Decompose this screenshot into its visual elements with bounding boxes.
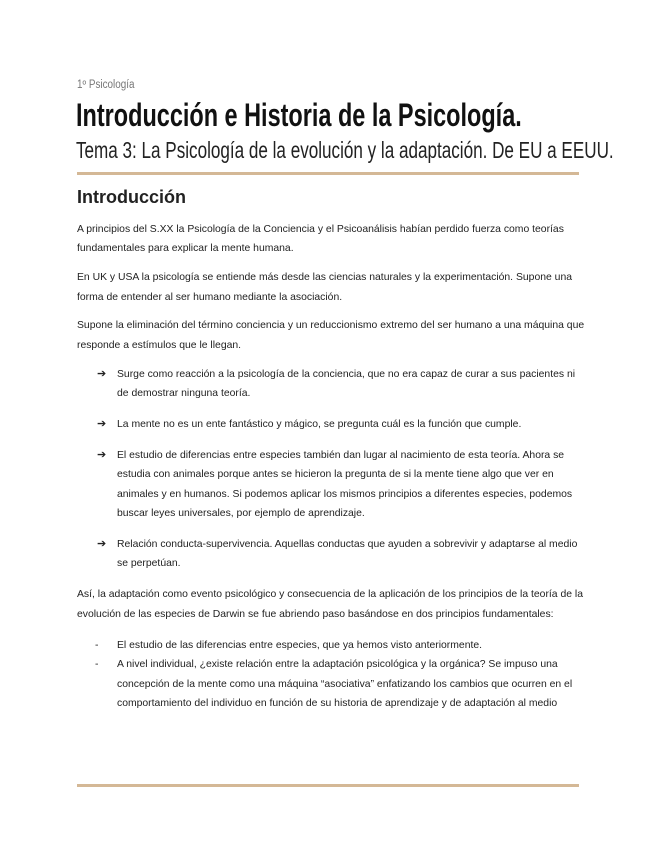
list-item-text: Relación conducta-supervivencia. Aquellas conductas que ayuden a sobrevivir y adaptarse al medio se perpetúan. <box>117 539 578 570</box>
arrow-right-icon: ➔ <box>97 418 107 431</box>
list-item <box>77 636 585 655</box>
list-item <box>77 655 585 713</box>
list-item-text: El estudio de las diferencias entre especies, que ya hemos visto anteriormente. <box>117 640 483 652</box>
dash-bullet-list <box>77 636 585 714</box>
course-label: 1º Psicología <box>77 79 135 91</box>
paragraph: En UK y USA la psicología se entiende más desde las ciencias naturales y la experimentación. Supone una forma de entender al ser humano mediante la asociación. <box>77 272 573 303</box>
list-item-text: A nivel individual, ¿existe relación entre la adaptación psicológica y la orgánica? Se impuso una concepción de la mente como una máquina “asociativa” enfatizando los cambios que ocurren en el comportamiento del individuo en función de su historia de aprendizaje y de adaptación al medio <box>117 659 573 710</box>
paragraph: Así, la adaptación como evento psicológico y consecuencia de la aplicación de los principios de la teoría de la evolución de las especies de Darwin se fue abriendo paso basándose en dos principios fundamentales: <box>77 589 583 620</box>
list-item-text: El estudio de diferencias entre especies también dan lugar al nacimiento de esta teoría. Ahora se estudia con animales porque antes se hicieron la pregunta de si la mente tiene algo que ver en animales y en humanos. Si podemos aplicar los mismos principios a diferentes especies, podemos buscar leyes universales, por ejemplo de aprendizaje. <box>117 450 573 520</box>
arrow-right-icon: ➔ <box>97 538 107 551</box>
list-item-text: La mente no es un ente fantástico y mágico, se pregunta cuál es la función que cumple. <box>117 419 522 431</box>
arrow-bullet-list <box>77 365 585 574</box>
arrow-right-icon: ➔ <box>97 449 107 462</box>
list-item-text: Surge como reacción a la psicología de la conciencia, que no era capaz de curar a sus pacientes ni de demostrar ninguna teoría. <box>117 369 576 400</box>
list-item <box>77 535 585 574</box>
list-item <box>77 365 585 404</box>
paragraph: Supone la eliminación del término conciencia y un reduccionismo extremo del ser humano a una máquina que responde a estímulos que le llegan. <box>77 320 585 351</box>
document-subtitle: Tema 3: La Psicología de la evolución y la adaptación. De EU a EEUU. <box>76 137 614 163</box>
document-title: Introducción e Historia de la Psicología. <box>76 97 522 133</box>
section-body <box>77 220 585 714</box>
header-divider <box>77 172 579 175</box>
paragraph: A principios del S.XX la Psicología de la Conciencia y el Psicoanálisis habían perdido fuerza como teorías fundamentales para explicar la mente humana. <box>77 224 564 255</box>
list-item <box>77 446 585 524</box>
dash-marker: - <box>95 659 99 671</box>
footer-divider <box>77 784 579 787</box>
list-item <box>77 415 585 434</box>
arrow-right-icon: ➔ <box>97 368 107 381</box>
section-heading: Introducción <box>77 187 186 207</box>
dash-marker: - <box>95 640 99 652</box>
